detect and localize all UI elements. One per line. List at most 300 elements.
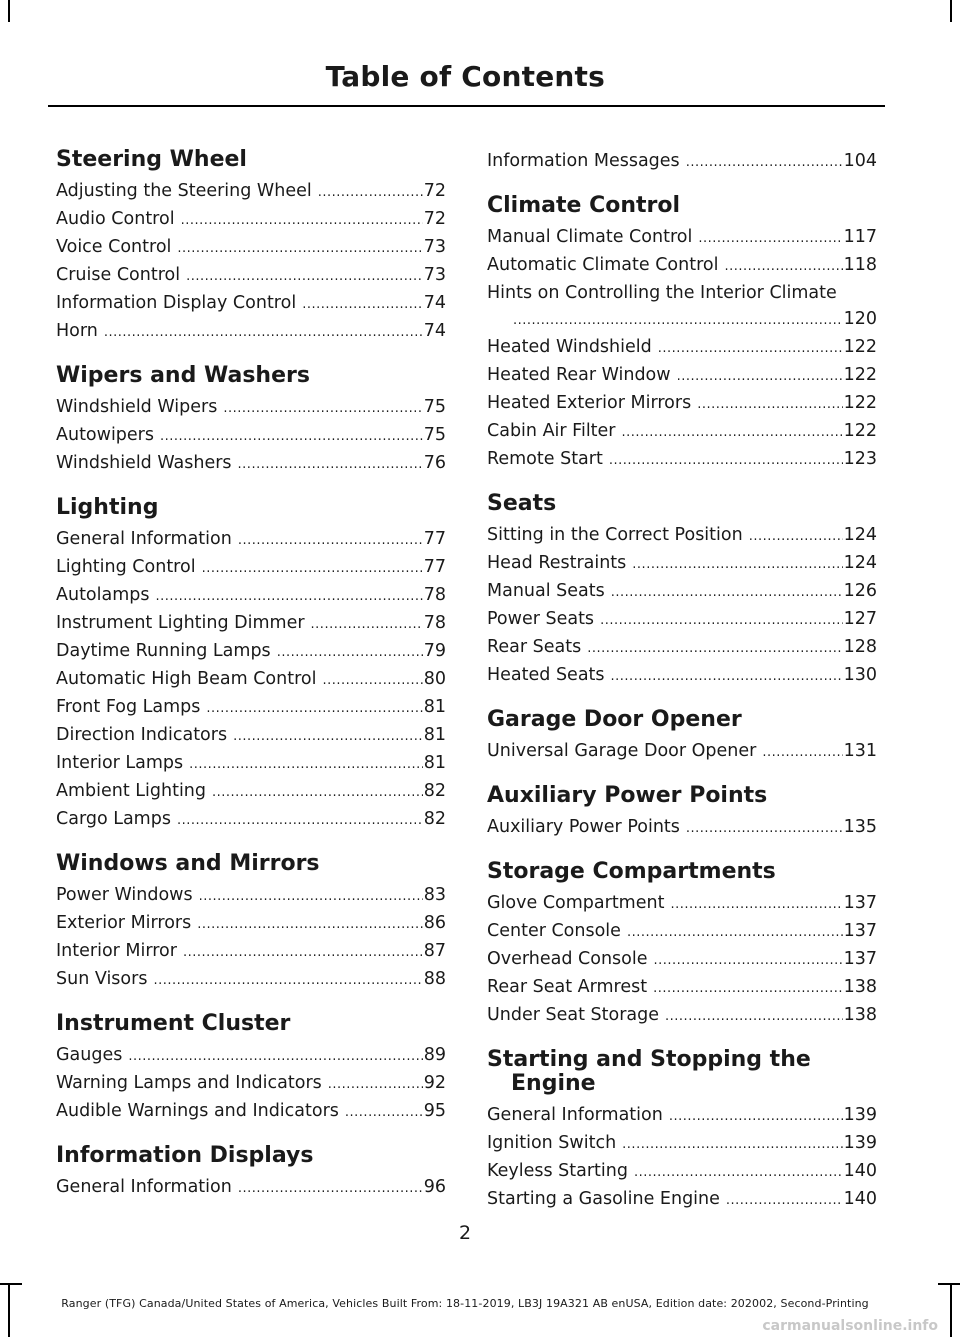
toc-entry[interactable] [56, 234, 446, 262]
toc-entry-line [487, 946, 877, 974]
toc-entry-title: Sun Visors [56, 969, 148, 989]
toc-entry-line [487, 390, 877, 418]
dot-leader [206, 696, 422, 722]
toc-entry-line [487, 1130, 877, 1158]
toc-entry-title: Under Seat Storage [487, 1005, 660, 1025]
toc-entry-title: Exterior Mirrors [56, 913, 192, 933]
toc-entry-page: 127 [843, 609, 877, 629]
toc-entry[interactable] [487, 280, 877, 334]
toc-entry[interactable] [56, 666, 446, 694]
dot-leader [277, 640, 423, 666]
toc-entry-title: Horn [56, 321, 98, 341]
dot-leader [634, 1160, 843, 1186]
section-heading-text: Garage Door Opener [487, 707, 742, 732]
toc-entry-page: 137 [843, 921, 877, 941]
toc-entry-page: 73 [423, 265, 446, 285]
section-heading [56, 496, 446, 520]
toc-entry-title: Autowipers [56, 425, 154, 445]
toc-entry[interactable] [56, 554, 446, 582]
section-heading-text: Wipers and Washers [56, 363, 310, 388]
toc-entry[interactable] [487, 890, 877, 918]
toc-entry[interactable] [487, 362, 877, 390]
toc-entry-title: Ambient Lighting [56, 781, 207, 801]
toc-entry[interactable] [487, 1158, 877, 1186]
toc-entry[interactable] [56, 882, 446, 910]
toc-entry[interactable] [487, 634, 877, 662]
toc-entry-line [487, 148, 877, 176]
toc-entry-title: Cruise Control [56, 265, 181, 285]
toc-entry[interactable] [56, 750, 446, 778]
toc-entry-title: Interior Mirror [56, 941, 177, 961]
toc-entry-title: Ignition Switch [487, 1133, 617, 1153]
dot-leader [156, 584, 423, 610]
dot-leader [212, 780, 423, 806]
toc-entry-line [487, 418, 877, 446]
toc-entry-title: Sitting in the Correct Position [487, 525, 743, 545]
page-number: 2 [458, 1222, 472, 1244]
toc-entry[interactable] [487, 418, 877, 446]
crop-mark-bottom-left [8, 1283, 10, 1337]
toc-entry-page: 81 [423, 753, 446, 773]
dot-leader [762, 740, 842, 766]
toc-entry-line [487, 662, 877, 690]
toc-entry-title: Hints on Controlling the Interior Climate [487, 283, 837, 303]
section-heading-text: Starting and Stopping the [487, 1047, 811, 1072]
toc-entry-line [56, 526, 446, 554]
toc-entry-line [487, 890, 877, 918]
toc-entry-page: 122 [843, 393, 877, 413]
dot-leader [653, 976, 842, 1002]
toc-entry-page: 80 [423, 669, 446, 689]
toc-entry[interactable] [56, 1070, 446, 1098]
section-heading-text: Lighting [56, 495, 159, 520]
crop-mark-top-right [950, 0, 952, 22]
toc-entry-title: General Information [56, 529, 232, 549]
toc-entry-title: Glove Compartment [487, 893, 665, 913]
dot-leader [233, 724, 423, 750]
toc-entry-line [487, 446, 877, 474]
dot-leader [181, 208, 423, 234]
toc-entry[interactable] [487, 662, 877, 690]
toc-entry-page: 124 [843, 553, 877, 573]
section-heading [487, 860, 877, 884]
toc-entry-title: Gauges [56, 1045, 123, 1065]
section-heading [56, 1012, 446, 1036]
toc-entry-line [56, 318, 446, 346]
edition-footer: Ranger (TFG) Canada/United States of America, Vehicles Built From: 18-11-2019, LB3J 19A321 AB enUSA, Edition date: 202002, Second-Printing [61, 1297, 869, 1310]
toc-entry[interactable] [487, 578, 877, 606]
dot-leader [160, 424, 423, 450]
toc-entry-line [56, 694, 446, 722]
toc-entry-title: Power Seats [487, 609, 595, 629]
toc-entry-title: Keyless Starting [487, 1161, 628, 1181]
toc-entry-line [56, 722, 446, 750]
toc-entry-line [56, 910, 446, 938]
toc-entry[interactable] [487, 446, 877, 474]
toc-entry-line [56, 1042, 446, 1070]
toc-entry-title: Audible Warnings and Indicators [56, 1101, 339, 1121]
toc-entry-page: 88 [423, 969, 446, 989]
dot-leader [238, 528, 423, 554]
toc-entry-line [487, 1002, 877, 1030]
toc-entry-page: 74 [423, 293, 446, 313]
toc-entry-line [487, 918, 877, 946]
toc-entry-line [487, 738, 877, 766]
toc-entry[interactable] [56, 262, 446, 290]
toc-entry-title: Manual Climate Control [487, 227, 693, 247]
toc-entry-line [487, 280, 877, 306]
toc-entry-title: Universal Garage Door Opener [487, 741, 757, 761]
toc-entry[interactable] [56, 694, 446, 722]
toc-entry-page: 81 [423, 725, 446, 745]
toc-entry[interactable] [487, 918, 877, 946]
toc-entry-page: 122 [843, 337, 877, 357]
crop-mark-top-left [8, 0, 10, 22]
toc-entry-page: 126 [843, 581, 877, 601]
toc-entry-page: 72 [423, 181, 446, 201]
toc-entry-title: Front Fog Lamps [56, 697, 201, 717]
toc-entry-page: 122 [843, 421, 877, 441]
toc-entry-title: Power Windows [56, 885, 193, 905]
toc-entry[interactable] [56, 610, 446, 638]
toc-entry-page: 77 [423, 529, 446, 549]
toc-entry-title: Windshield Wipers [56, 397, 218, 417]
toc-entry-page: 82 [423, 809, 446, 829]
dot-leader [611, 580, 843, 606]
toc-entry[interactable] [487, 252, 877, 280]
toc-entry-title: Information Messages [487, 151, 680, 171]
section-heading [56, 364, 446, 388]
toc-entry-line [56, 178, 446, 206]
toc-entry-title: Warning Lamps and Indicators [56, 1073, 322, 1093]
dot-leader [654, 948, 843, 974]
crop-mark-bottom-right [950, 1283, 952, 1337]
toc-entry-line [56, 422, 446, 450]
toc-entry-line [487, 252, 877, 280]
dot-leader [104, 320, 423, 346]
toc-entry-title: Daytime Running Lamps [56, 641, 271, 661]
toc-entry[interactable] [487, 738, 877, 766]
toc-entry[interactable] [56, 394, 446, 422]
toc-right-column [487, 138, 877, 1214]
toc-entry[interactable] [487, 606, 877, 634]
toc-entry-line [487, 578, 877, 606]
toc-entry[interactable] [56, 450, 446, 478]
toc-entry-title: Interior Lamps [56, 753, 184, 773]
toc-entry-line [56, 882, 446, 910]
toc-entry-page: 122 [843, 365, 877, 385]
toc-entry[interactable] [487, 334, 877, 362]
toc-entry-page: 118 [843, 255, 877, 275]
dot-leader [186, 264, 423, 290]
toc-entry-page: 73 [423, 237, 446, 257]
section-heading-text: Steering Wheel [56, 147, 247, 172]
toc-entry-page: 92 [423, 1073, 446, 1093]
toc-entry-line [56, 638, 446, 666]
toc-entry-line [56, 394, 446, 422]
toc-entry-page: 131 [843, 741, 877, 761]
toc-entry-page: 87 [423, 941, 446, 961]
toc-entry-page: 124 [843, 525, 877, 545]
toc-entry-title: Heated Windshield [487, 337, 652, 357]
toc-entry-page: 78 [423, 613, 446, 633]
toc-entry-line [56, 206, 446, 234]
dot-leader [609, 448, 843, 474]
section-heading-text: Climate Control [487, 193, 681, 218]
toc-left-column [56, 138, 446, 1202]
dot-leader [587, 636, 842, 662]
section-heading-text: Auxiliary Power Points [487, 783, 768, 808]
toc-entry-page: 138 [843, 1005, 877, 1025]
toc-entry-line [56, 966, 446, 994]
dot-leader [202, 556, 423, 582]
toc-entry[interactable] [487, 1102, 877, 1130]
toc-entry-line [56, 582, 446, 610]
section-heading [487, 708, 877, 732]
toc-entry-title: Information Display Control [56, 293, 297, 313]
dot-leader [128, 1044, 422, 1070]
section-heading-text: Storage Compartments [487, 859, 776, 884]
toc-entry-line [56, 1174, 446, 1202]
toc-entry-line [487, 634, 877, 662]
toc-entry-page: 123 [843, 449, 877, 469]
dot-leader [622, 1132, 842, 1158]
section-heading [487, 492, 877, 516]
dot-leader [665, 1004, 843, 1030]
dot-leader [513, 308, 843, 334]
toc-entry-page: 81 [423, 697, 446, 717]
toc-entry-line [56, 1070, 446, 1098]
toc-entry-title: Manual Seats [487, 581, 605, 601]
toc-entry[interactable] [487, 1186, 877, 1214]
toc-entry-page: 130 [843, 665, 877, 685]
toc-entry-page: 75 [423, 425, 446, 445]
toc-entry[interactable] [487, 1002, 877, 1030]
toc-entry[interactable] [56, 938, 446, 966]
dot-leader [238, 452, 423, 478]
toc-entry-line [56, 610, 446, 638]
toc-entry-page: 74 [423, 321, 446, 341]
dot-leader [311, 612, 423, 638]
toc-entry-page: 128 [843, 637, 877, 657]
dot-leader [199, 884, 423, 910]
dot-leader [698, 226, 842, 252]
toc-entry-title: Rear Seat Armrest [487, 977, 648, 997]
dot-leader [322, 668, 422, 694]
dot-leader [686, 816, 843, 842]
section-heading-text: Windows and Mirrors [56, 851, 320, 876]
toc-entry-page: 96 [423, 1177, 446, 1197]
toc-entry-line [56, 290, 446, 318]
crop-mark-bottom-left-h [0, 1283, 22, 1285]
toc-entry[interactable] [487, 814, 877, 842]
toc-entry[interactable] [56, 638, 446, 666]
dot-leader [318, 180, 423, 206]
dot-leader [670, 892, 842, 918]
toc-entry-line [487, 1158, 877, 1186]
toc-entry-page: 76 [423, 453, 446, 473]
toc-entry-title: Voice Control [56, 237, 172, 257]
toc-entry[interactable] [487, 946, 877, 974]
toc-entry[interactable] [56, 422, 446, 450]
dot-leader [749, 524, 843, 550]
toc-entry-line [487, 1186, 877, 1214]
dot-leader [726, 1188, 843, 1214]
toc-entry-title: Adjusting the Steering Wheel [56, 181, 312, 201]
toc-entry-page: 75 [423, 397, 446, 417]
toc-entry-line [487, 814, 877, 842]
toc-entry[interactable] [56, 206, 446, 234]
toc-entry-page: 72 [423, 209, 446, 229]
toc-entry-title: Automatic Climate Control [487, 255, 719, 275]
toc-entry-line [487, 1102, 877, 1130]
dot-leader [632, 552, 842, 578]
toc-entry-title: Instrument Lighting Dimmer [56, 613, 305, 633]
toc-entry[interactable] [487, 1130, 877, 1158]
toc-entry-page: 83 [423, 885, 446, 905]
dot-leader [724, 254, 842, 280]
section-heading [56, 148, 446, 172]
toc-entry[interactable] [56, 778, 446, 806]
toc-entry-title: Direction Indicators [56, 725, 228, 745]
dot-leader [686, 150, 843, 176]
toc-entry-title: General Information [56, 1177, 232, 1197]
toc-entry-line [56, 806, 446, 834]
toc-entry-line [487, 522, 877, 550]
section-heading [487, 784, 877, 808]
toc-entry-title: Heated Rear Window [487, 365, 671, 385]
toc-entry[interactable] [56, 722, 446, 750]
dot-leader [197, 912, 422, 938]
dot-leader [622, 420, 843, 446]
dot-leader [183, 940, 423, 966]
toc-entry-title: Starting a Gasoline Engine [487, 1189, 720, 1209]
header-rule [48, 105, 885, 107]
toc-entry-title: Lighting Control [56, 557, 196, 577]
toc-entry-title: Audio Control [56, 209, 175, 229]
toc-entry[interactable] [56, 1042, 446, 1070]
toc-entry-title: General Information [487, 1105, 663, 1125]
toc-entry[interactable] [56, 582, 446, 610]
toc-entry-page: 140 [843, 1161, 877, 1181]
toc-entry[interactable] [56, 966, 446, 994]
dot-leader [345, 1100, 423, 1126]
toc-entry-line [56, 450, 446, 478]
toc-entry-title: Head Restraints [487, 553, 627, 573]
toc-entry-title: Remote Start [487, 449, 603, 469]
toc-entry[interactable] [487, 390, 877, 418]
section-heading-continued: Engine [511, 1071, 596, 1096]
section-heading-text: Information Displays [56, 1143, 314, 1168]
toc-entry-line [56, 750, 446, 778]
dot-leader [677, 364, 843, 390]
toc-entry-line [56, 262, 446, 290]
toc-entry-title: Auxiliary Power Points [487, 817, 680, 837]
toc-entry-page: 77 [423, 557, 446, 577]
dot-leader [238, 1176, 423, 1202]
dot-leader [189, 752, 423, 778]
toc-entry-title: Overhead Console [487, 949, 648, 969]
toc-entry[interactable] [487, 974, 877, 1002]
toc-entry-line [487, 362, 877, 390]
toc-entry-page: 137 [843, 893, 877, 913]
toc-entry-line [56, 666, 446, 694]
dot-leader [669, 1104, 843, 1130]
toc-entry-page: 104 [843, 151, 877, 171]
page-title: Table of Contents [325, 60, 605, 93]
toc-entry[interactable] [56, 290, 446, 318]
toc-entry-line [487, 224, 877, 252]
dot-leader [697, 392, 842, 418]
toc-entry-title: Heated Exterior Mirrors [487, 393, 692, 413]
toc-entry[interactable] [56, 1098, 446, 1126]
toc-entry-line [487, 306, 877, 334]
toc-entry-line [56, 234, 446, 262]
dot-leader [177, 236, 422, 262]
toc-entry-page: 86 [423, 913, 446, 933]
toc-entry-page: 89 [423, 1045, 446, 1065]
dot-leader [177, 808, 423, 834]
toc-entry[interactable] [487, 550, 877, 578]
toc-entry[interactable] [56, 526, 446, 554]
dot-leader [627, 920, 843, 946]
toc-entry-title: Heated Seats [487, 665, 605, 685]
toc-entry[interactable] [56, 178, 446, 206]
toc-entry-line [56, 1098, 446, 1126]
toc-entry-page: 135 [843, 817, 877, 837]
toc-entry-page: 139 [843, 1105, 877, 1125]
toc-entry-page: 78 [423, 585, 446, 605]
toc-entry[interactable] [487, 522, 877, 550]
watermark: carmanualsonline.info [762, 1318, 938, 1334]
toc-entry-page: 120 [843, 309, 877, 329]
section-heading [56, 852, 446, 876]
toc-entry[interactable] [56, 318, 446, 346]
toc-entry[interactable] [56, 806, 446, 834]
toc-entry-line [487, 974, 877, 1002]
toc-entry[interactable] [56, 1174, 446, 1202]
toc-entry-page: 137 [843, 949, 877, 969]
toc-entry[interactable] [487, 224, 877, 252]
toc-entry-title: Automatic High Beam Control [56, 669, 317, 689]
toc-entry-line [487, 606, 877, 634]
toc-entry-page: 138 [843, 977, 877, 997]
toc-entry-line [487, 550, 877, 578]
dot-leader [600, 608, 843, 634]
dot-leader [223, 396, 422, 422]
toc-entry-line [56, 778, 446, 806]
toc-entry-title: Cabin Air Filter [487, 421, 616, 441]
section-heading-text: Seats [487, 491, 557, 516]
toc-entry-title: Windshield Washers [56, 453, 232, 473]
section-heading [487, 1048, 877, 1096]
toc-entry-page: 79 [423, 641, 446, 661]
toc-entry-line [487, 334, 877, 362]
toc-entry[interactable] [56, 910, 446, 938]
toc-entry-page: 117 [843, 227, 877, 247]
section-heading-text: Instrument Cluster [56, 1011, 291, 1036]
dot-leader [153, 968, 422, 994]
dot-leader [658, 336, 843, 362]
toc-entry-line [56, 938, 446, 966]
dot-leader [611, 664, 843, 690]
section-heading [487, 194, 877, 218]
toc-entry-title: Rear Seats [487, 637, 582, 657]
toc-entry-title: Autolamps [56, 585, 150, 605]
toc-entry-page: 139 [843, 1133, 877, 1153]
toc-entry-line [56, 554, 446, 582]
toc-entry[interactable] [487, 148, 877, 176]
